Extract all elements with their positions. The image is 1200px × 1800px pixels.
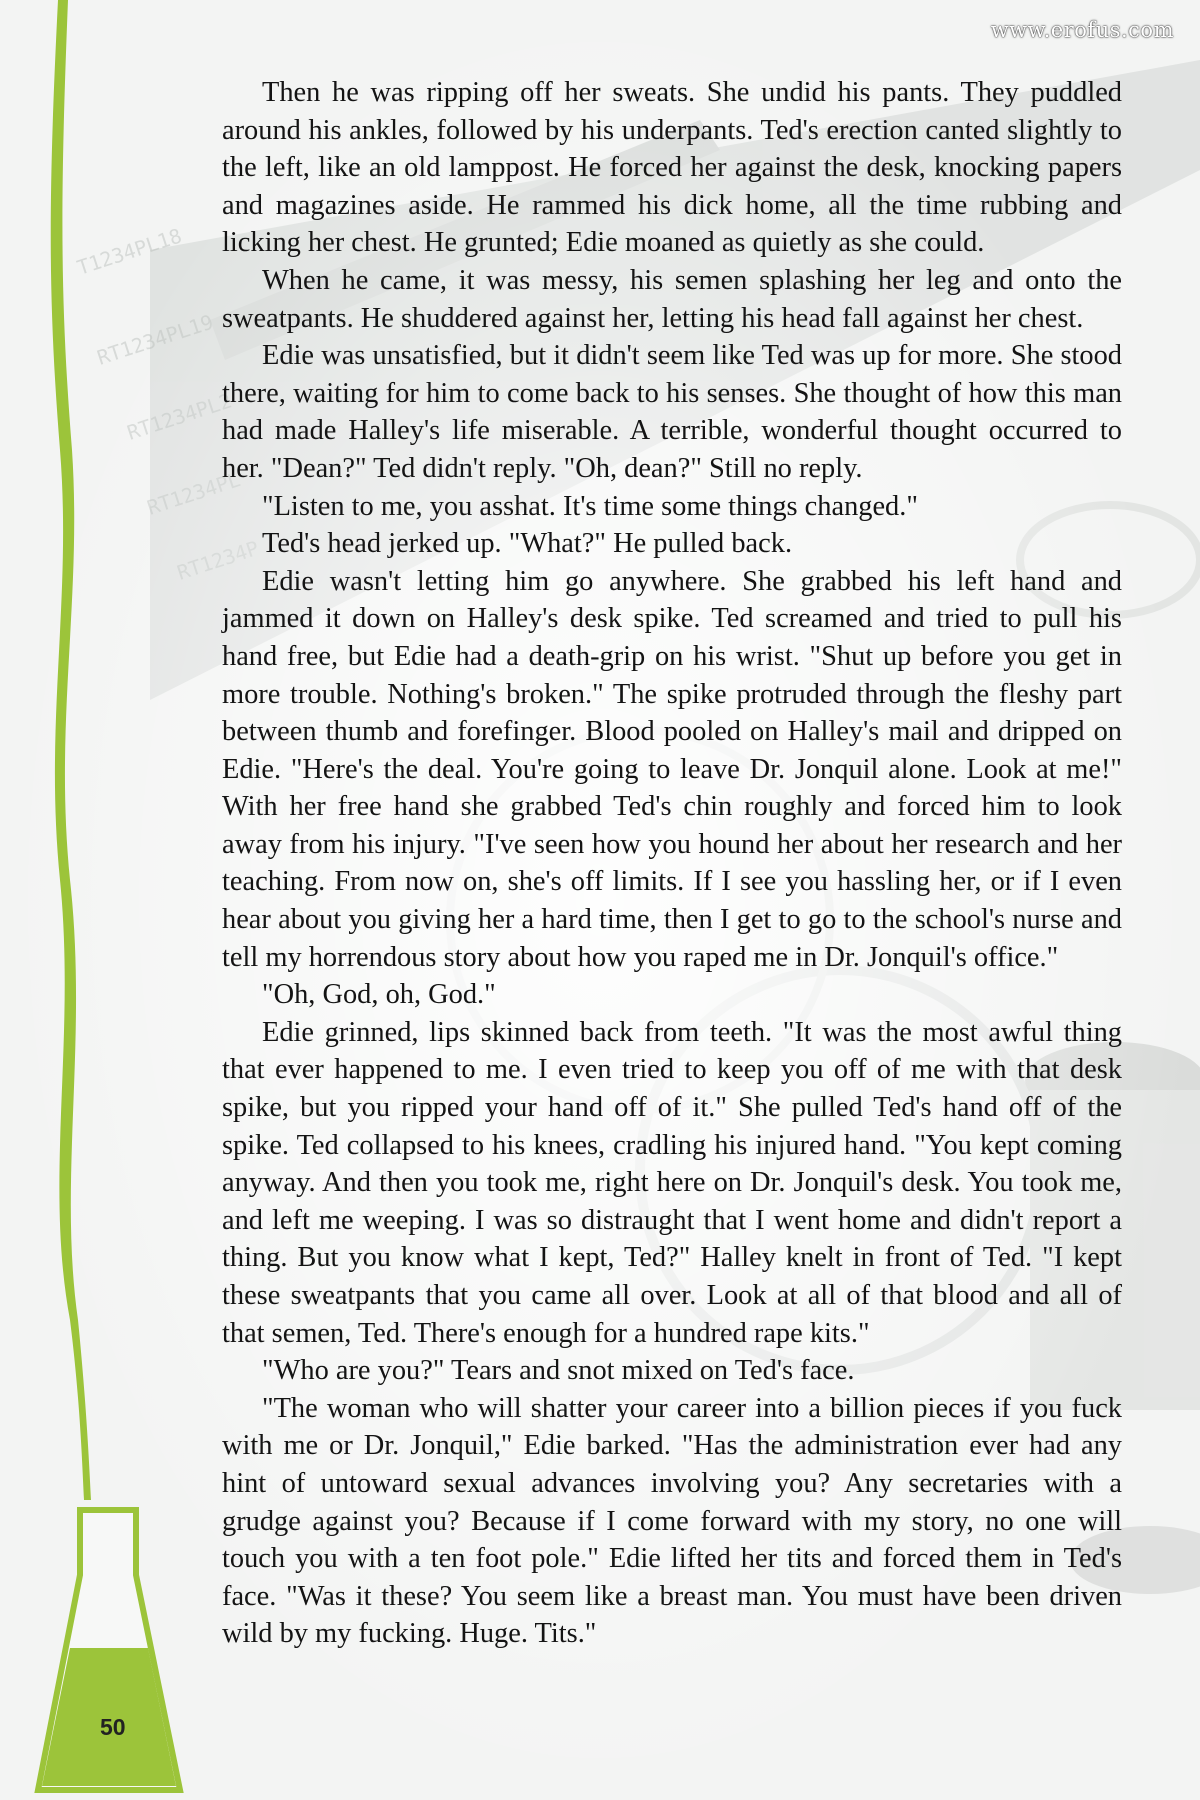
paragraph: When he came, it was messy, his semen splashing her leg and onto the sweatpants. He shuddered against her, letting his head fall against her chest. (222, 264, 1122, 334)
paragraph: "Who are you?" Tears and snot mixed on Ted's face. (262, 1355, 855, 1387)
page-number: 50 (100, 1714, 126, 1740)
paragraph: Edie grinned, lips skinned back from teeth. "It was the most awful thing that ever happened to me. I even tried to keep you off of me with that desk spike, but you ripped your hand off of it." She pulled Ted's hand off of the spike. Ted collapsed to his knees, cradling his injured hand. "You kept coming anyway. And then you took me, right here on Dr. Jonquil's desk. You took me, and left me weeping. I was so distraught that I went home and didn't report a thing. But you know what I kept, Ted?" Halley knelt in front of Ted. "I kept these sweatpants that you came all over. Look at all of that blood and all of that semen, Ted. There's enough for a hundred rape kits." (222, 1016, 1122, 1349)
paragraph: "Oh, God, oh, God." (262, 979, 496, 1011)
paragraph: Edie was unsatisfied, but it didn't seem like Ted was up for more. She stood there, waiting for him to come back to his senses. She thought of how this man had made Halley's life miserable. A terrible, wonderful thought occurred to her. "Dean?" Ted didn't reply. "Oh, dean?" Still no reply. (222, 340, 1122, 484)
site-watermark: www.erofus.com (990, 18, 1174, 42)
paragraph: "Listen to me, you asshat. It's time some things changed." (262, 490, 918, 522)
paragraph: Edie wasn't letting him go anywhere. She grabbed his left hand and jammed it down on Halley's desk spike. Ted screamed and tried to pull his hand free, but Edie had a death-grip on his wrist. "Shut up before you get in more trouble. Nothing's broken." The spike protruded through the fleshy part between thumb and forefinger. Blood pooled on Halley's mail and dripped on Edie. "Here's the deal. You're going to leave Dr. Jonquil alone. Look at me!" With her free hand she grabbed Ted's chin roughly and forced him to look away from his injury. "I've seen how you hound her about her research and her teaching. From now on, she's off limits. If I see you hassling her, or if I even hear about you giving her a hard time, then I get to go to the school's nurse and tell my horrendous story about how you raped me in Dr. Jonquil's office." (222, 565, 1122, 973)
paragraph: Ted's head jerked up. "What?" He pulled back. (262, 528, 793, 560)
paragraph: Then he was ripping off her sweats. She undid his pants. They puddled around his ankles, followed by his underpants. Ted's erection canted slightly to the left, like an old lamppost. He forced her against the desk, knocking papers and magazines aside. He rammed his dick home, all the time rubbing and licking her chest. He grunted; Edie moaned as quietly as she could. (222, 77, 1122, 259)
story-text (222, 74, 1122, 1653)
paragraph: "The woman who will shatter your career into a billion pieces if you fuck with me or Dr. Jonquil," Edie barked. "Has the administration ever had any hint of untoward sexual advances involving you? Any secretaries with a grudge against you? Because if I come forward with my story, no one will touch you with a ten foot pole." Edie lifted her tits and forced them in Ted's face. "Was it these? You seem like a breast man. You must have been driven wild by my fucking. Huge. Tits." (222, 1392, 1122, 1650)
